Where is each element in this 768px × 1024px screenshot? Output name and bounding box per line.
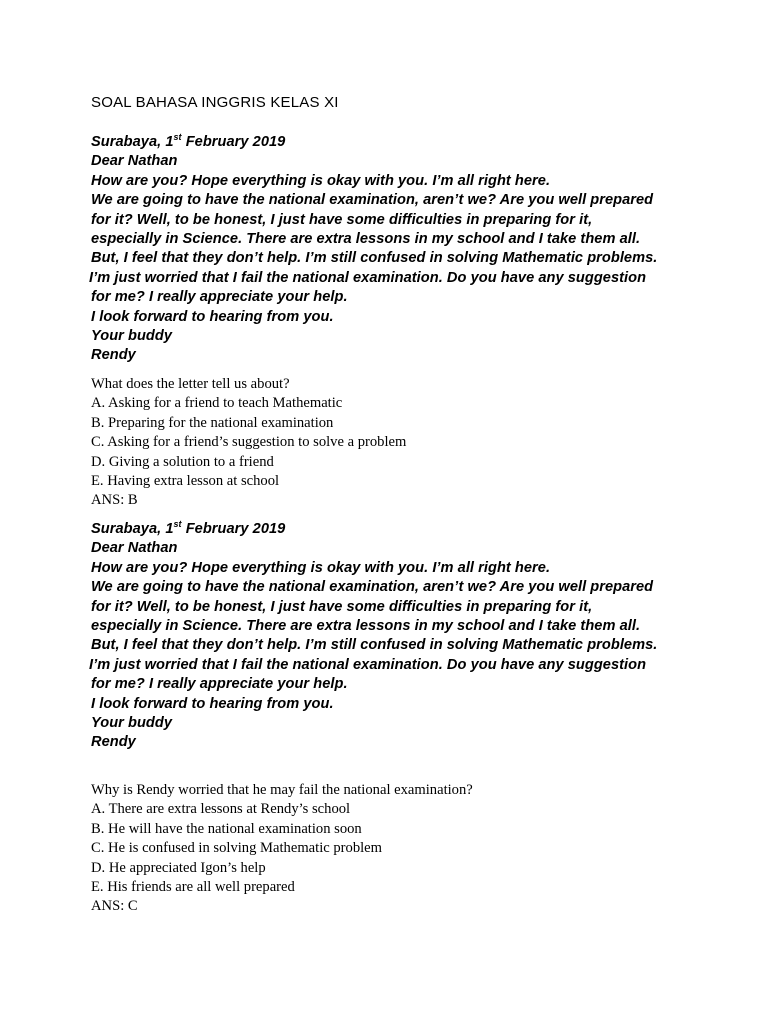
answer-option: C. Asking for a friend’s suggestion to solve a problem	[91, 434, 407, 451]
letter-line: especially in Science. There are extra lessons in my school and I take them all.	[91, 231, 641, 248]
letter-line: especially in Science. There are extra lessons in my school and I take them all.	[91, 618, 641, 635]
letter-line: for me? I really appreciate your help.	[91, 676, 348, 693]
letter-line: I look forward to hearing from you.	[91, 695, 334, 712]
answer-option: A. There are extra lessons at Rendy’s school	[91, 801, 351, 818]
letter-line: for it? Well, to be honest, I just have some difficulties in preparing for it,	[91, 598, 593, 615]
letter-line: How are you? Hope everything is okay with you. I’m all right here.	[91, 559, 551, 576]
letter-line: I look forward to hearing from you.	[91, 308, 334, 325]
answer-option: D. Giving a solution to a friend	[91, 453, 274, 470]
letter-line: for me? I really appreciate your help.	[91, 289, 348, 306]
answer-option: B. He will have the national examination soon	[91, 820, 362, 837]
letter-line: But, I feel that they don’t help. I’m still confused in solving Mathematic problems.	[91, 250, 658, 267]
question-block	[91, 781, 691, 917]
letter-closing: Your buddy	[91, 715, 173, 732]
answer-option: E. Having extra lesson at school	[91, 473, 280, 490]
letter-signature: Rendy	[91, 347, 136, 364]
answer-option: C. He is confused in solving Mathematic problem	[91, 840, 383, 857]
letter-line: I’m just worried that I fail the national examination. Do you have any suggestion	[89, 656, 647, 673]
document-title: SOAL BAHASA INGGRIS KELAS XI	[91, 94, 339, 111]
letter-line: But, I feel that they don’t help. I’m still confused in solving Mathematic problems.	[91, 637, 658, 654]
question-block	[91, 375, 691, 511]
letter-block	[91, 133, 691, 366]
answer-option: E. His friends are all well prepared	[91, 879, 295, 896]
answer-option: D. He appreciated Igon’s help	[91, 859, 266, 876]
letter-line: We are going to have the national examination, aren’t we? Are you well prepared	[91, 579, 654, 596]
answer-key: ANS: B	[91, 492, 138, 509]
answer-key: ANS: C	[91, 898, 138, 915]
letter-line: How are you? Hope everything is okay with you. I’m all right here.	[91, 172, 551, 189]
letter-date: Surabaya, 1st February 2019	[91, 132, 286, 150]
letter-line: I’m just worried that I fail the national examination. Do you have any suggestion	[89, 269, 647, 286]
letter-line: for it? Well, to be honest, I just have some difficulties in preparing for it,	[91, 211, 593, 228]
letter-signature: Rendy	[91, 734, 136, 751]
letter-greeting: Dear Nathan	[91, 540, 178, 557]
letter-block	[91, 520, 691, 753]
letter-greeting: Dear Nathan	[91, 153, 178, 170]
letter-closing: Your buddy	[91, 328, 173, 345]
letter-line: We are going to have the national examination, aren’t we? Are you well prepared	[91, 192, 654, 209]
question-text: Why is Rendy worried that he may fail the national examination?	[91, 782, 473, 798]
question-text: What does the letter tell us about?	[91, 376, 290, 392]
answer-option: A. Asking for a friend to teach Mathematic	[91, 395, 343, 412]
letter-date: Surabaya, 1st February 2019	[91, 519, 286, 537]
answer-option: B. Preparing for the national examination	[91, 414, 334, 431]
